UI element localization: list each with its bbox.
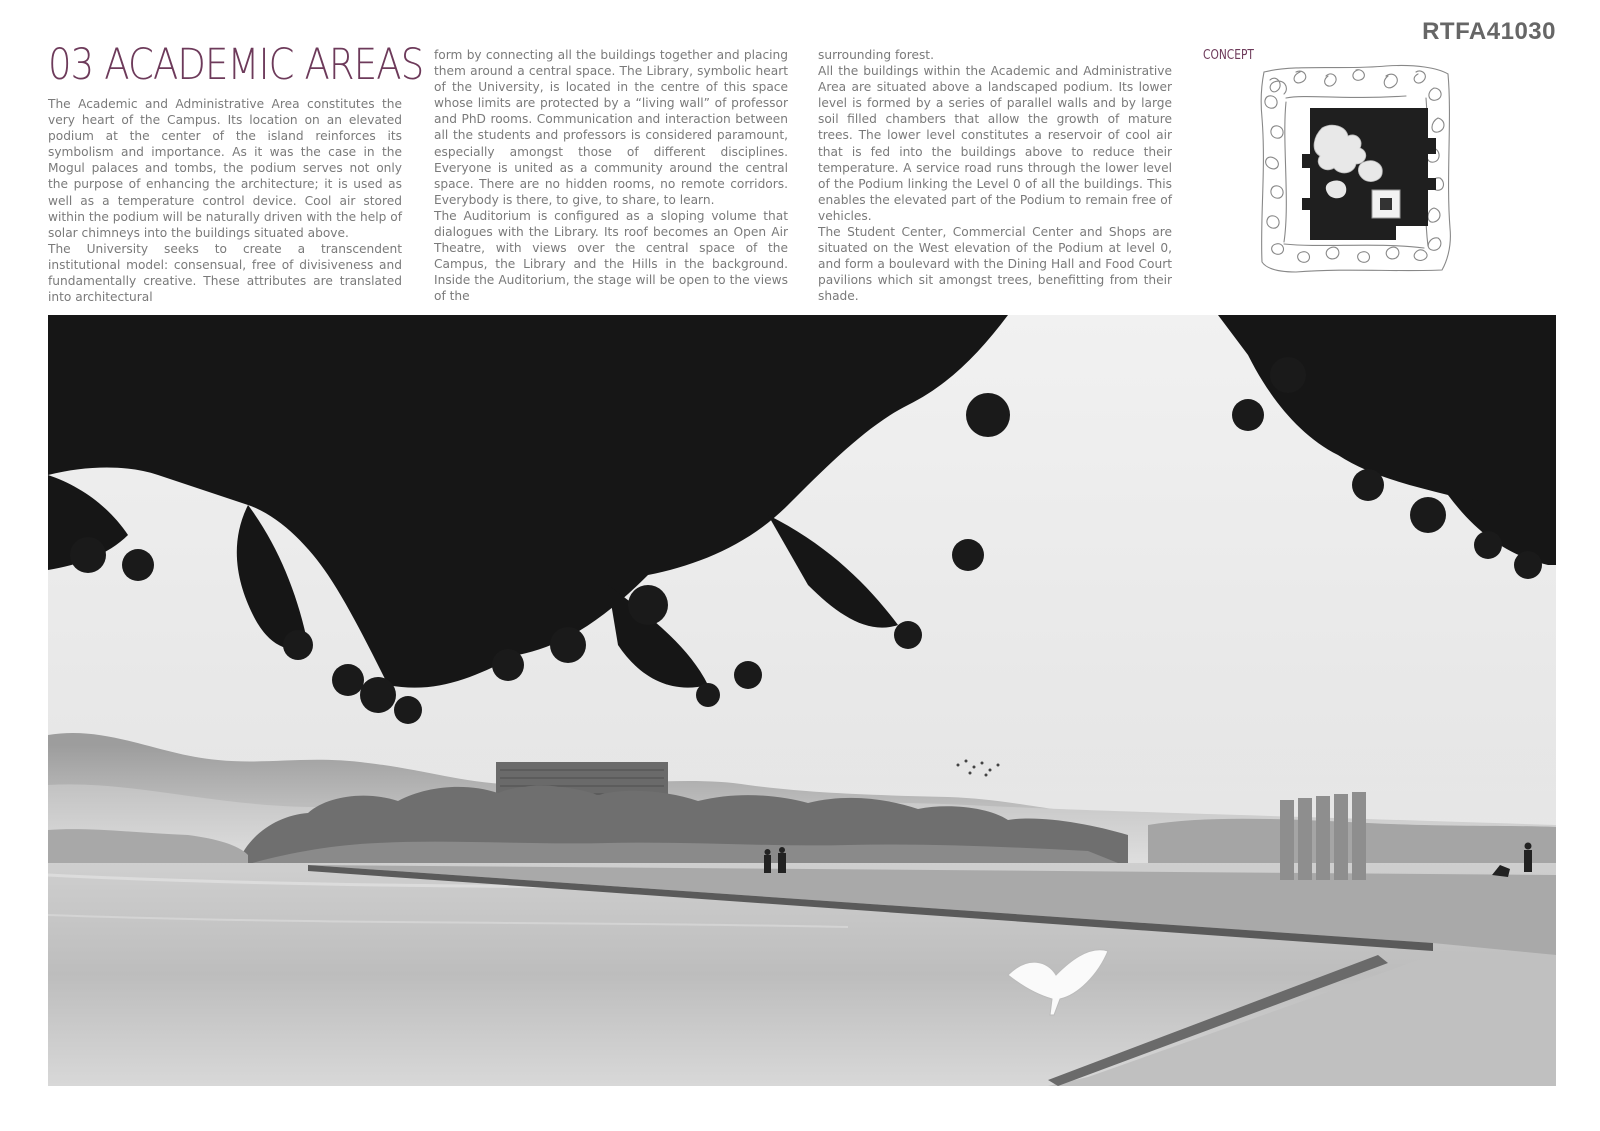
text-column-1 bbox=[48, 96, 402, 305]
project-code: RTFA41030 bbox=[1422, 18, 1556, 45]
paragraph: The Student Center, Commercial Center and Shops are situated on the West elevation of the Podium at level 0, and form a boulevard with the Dining Hall and Food Court pavilions which sit amongst trees, benefitting from their shade. bbox=[818, 225, 1172, 304]
campus-render-image bbox=[48, 315, 1556, 1086]
paragraph: The Academic and Administrative Area constitutes the very heart of the Campus. Its location on an elevated podium at the center of the island reinforces its symbolism and importance. As it was the case in the Mogul palaces and tombs, the podium serves not only the purpose of enhancing the architecture; it is used as well as a temperature control device. Cool air stored within the podium will be naturally driven with the help of solar chimneys into the buildings situated above. bbox=[48, 97, 402, 240]
paragraph: surrounding forest. bbox=[818, 48, 934, 62]
text-column-2 bbox=[434, 47, 788, 305]
page-title: 03 ACADEMIC AREAS bbox=[48, 40, 424, 90]
paragraph: The Auditorium is configured as a sloping volume that dialogues with the Library. Its roof becomes an Open Air Theatre, with views over the central space of the Campus, the Library and the Hills in the background. Inside the Auditorium, the stage will be open to the views of the bbox=[434, 208, 788, 304]
paragraph: form by connecting all the buildings together and placing them around a central space. The Library, symbolic heart of the University, is located in the centre of this space whose limits are protected by a “living wall” of professor and PhD rooms. Communication and interaction between all the students and professors is considered paramount, especially amongst those of different disciplines. Everyone is united as a community around the central space. There are no hidden rooms, no remote corridors. Everybody is there, to give, to share, to learn. bbox=[434, 48, 788, 207]
text-column-3 bbox=[818, 47, 1172, 305]
paragraph: The University seeks to create a transcendent institutional model: consensual, free of divisiveness and fundamentally creative. These attributes are translated into architectural bbox=[48, 241, 402, 305]
concept-label: CONCEPT bbox=[1203, 48, 1254, 63]
concept-sketch bbox=[1256, 58, 1454, 276]
paragraph: All the buildings within the Academic and Administrative Area are situated above a landscaped podium. Its lower level is formed by a series of parallel walls and by large soil filled chambers that allow the growth of mature trees. The lower level constitutes a reservoir of cool air that is fed into the buildings above to reduce their temperature. A service road runs through the lower level of the Podium linking the Level 0 of all the buildings. This enables the elevated part of the Podium to remain free of vehicles. bbox=[818, 64, 1172, 223]
